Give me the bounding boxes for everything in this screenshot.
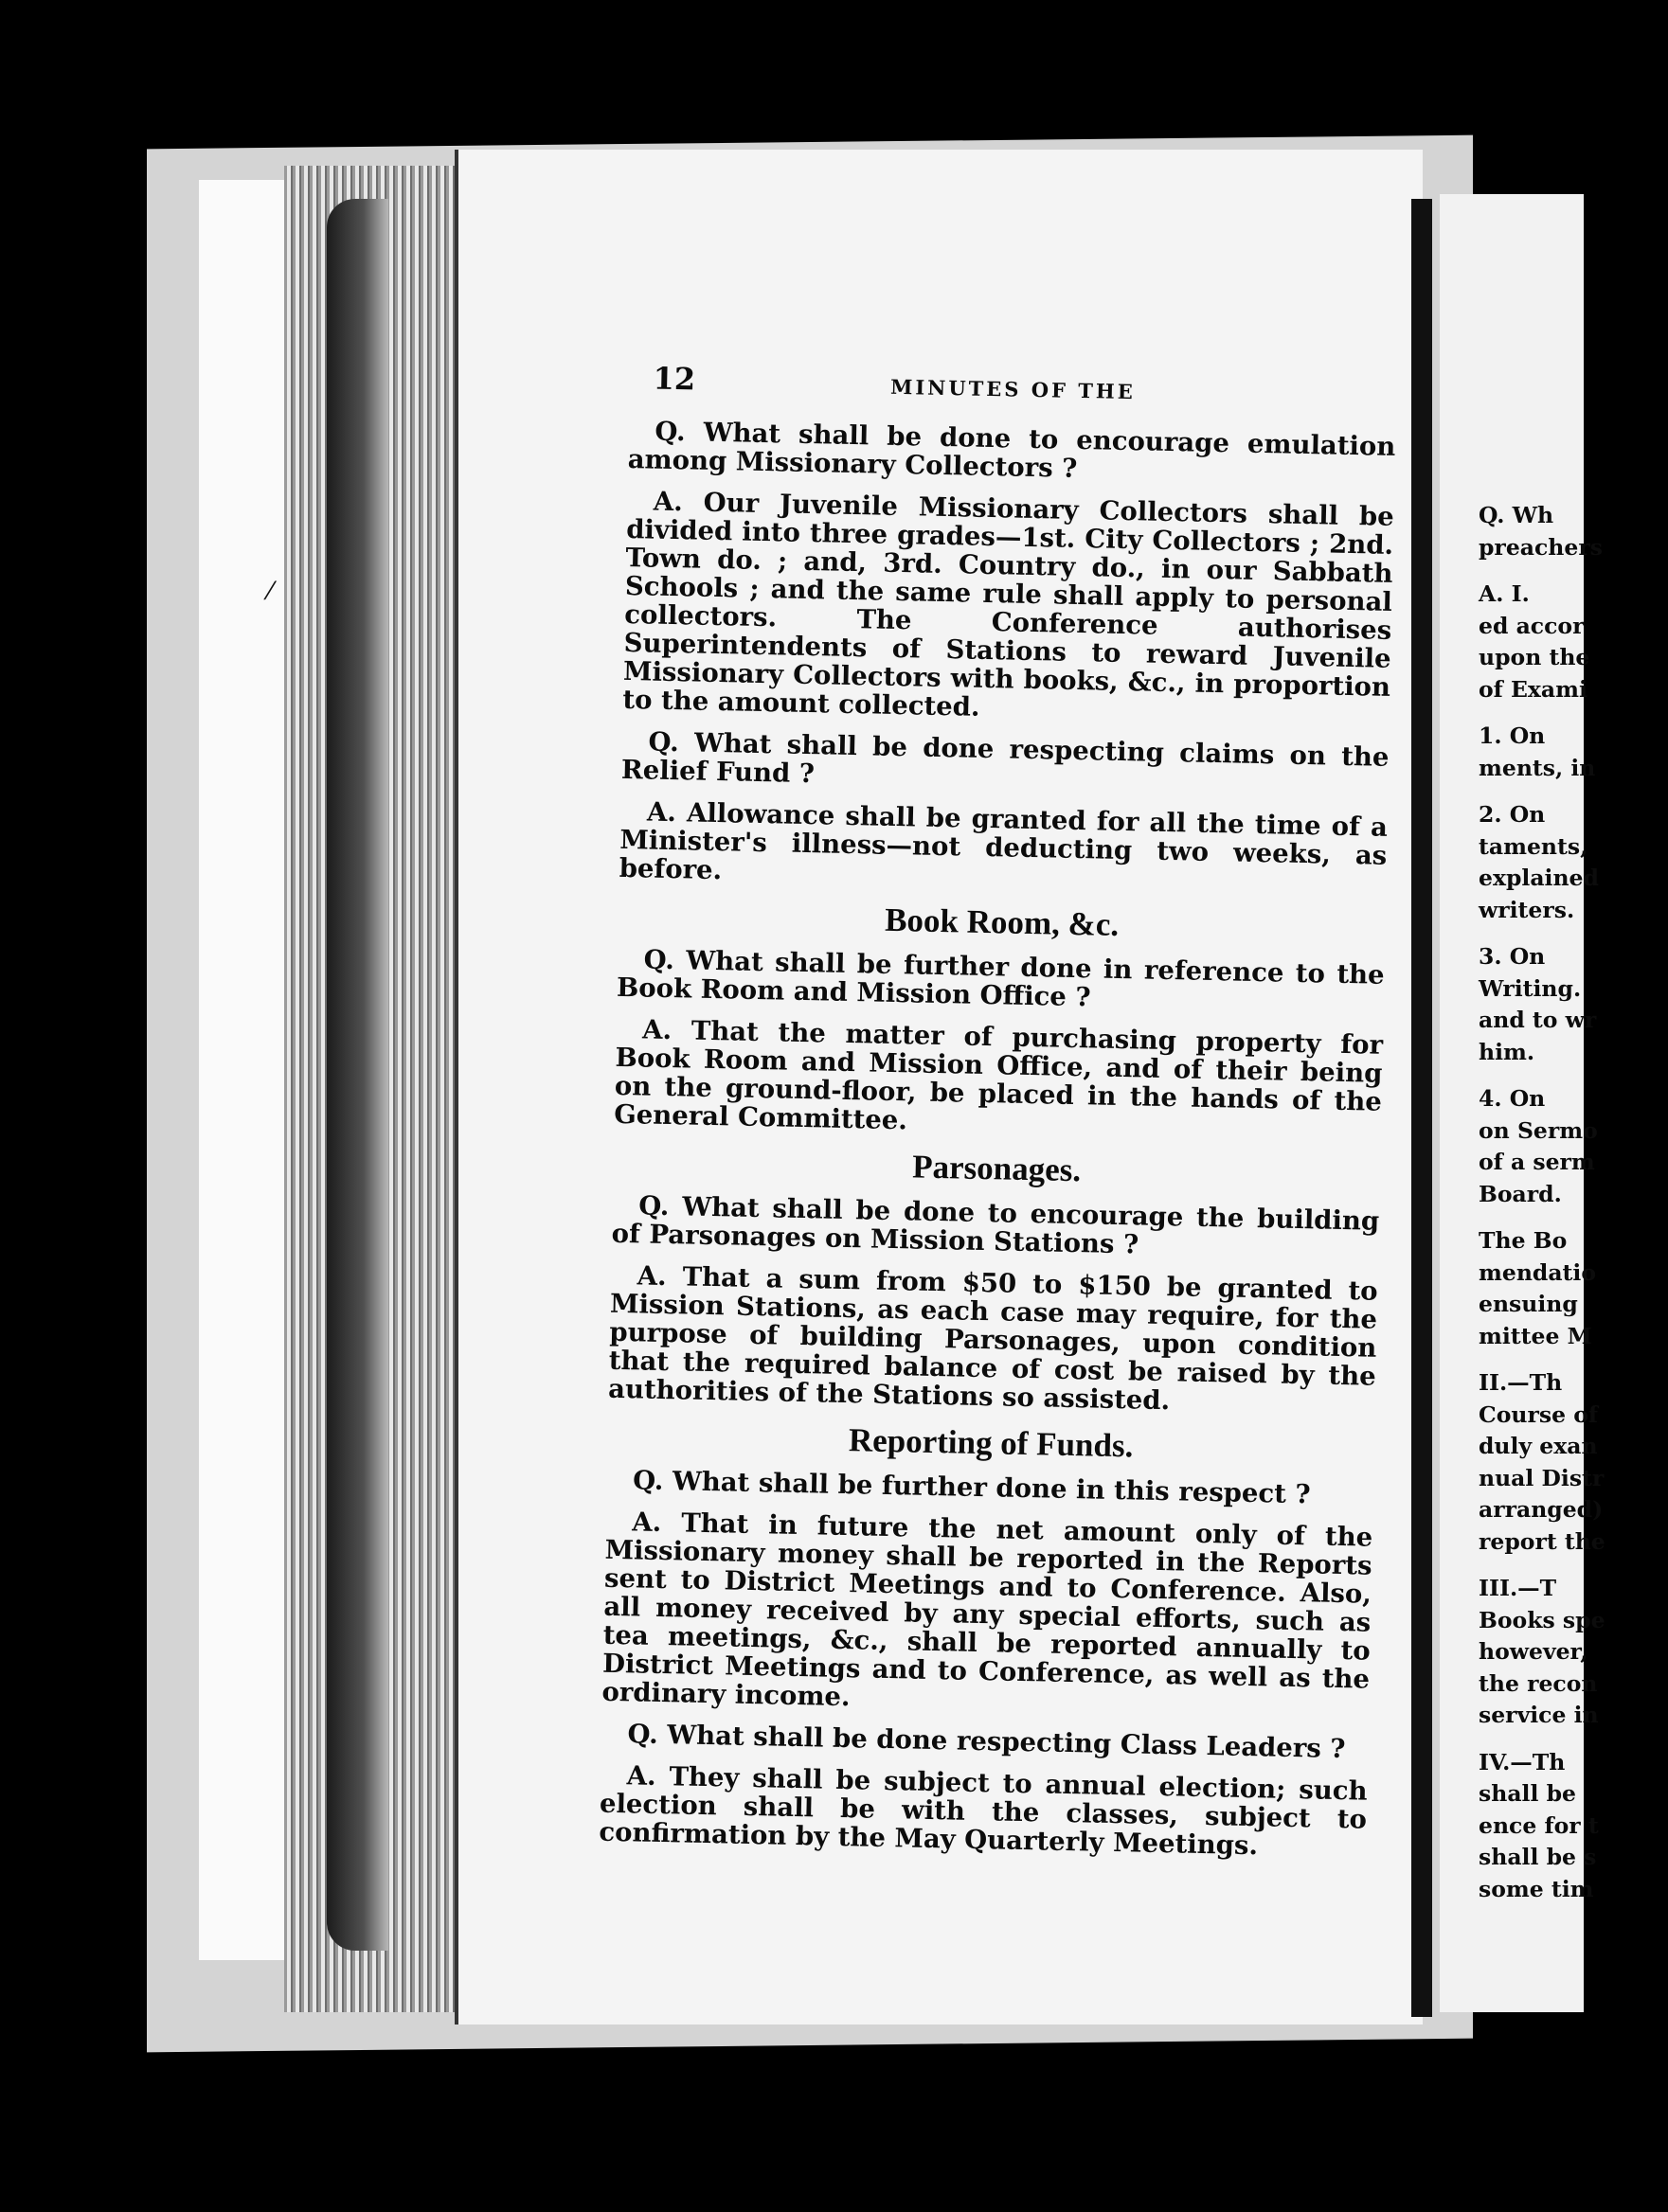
- right-page-line: The Bo: [1479, 1227, 1568, 1254]
- right-page-line: nual Distr: [1479, 1464, 1605, 1491]
- right-page-line: mendatio: [1479, 1258, 1597, 1286]
- right-page-text-fragments: [1479, 500, 1668, 1905]
- right-page-line: mittee M: [1479, 1322, 1592, 1349]
- right-page-line: 4. On: [1479, 1085, 1546, 1112]
- right-page-line: Board.: [1479, 1180, 1562, 1207]
- right-page-line: shall be s: [1479, 1844, 1597, 1870]
- right-page-line: on Sermo: [1479, 1116, 1598, 1144]
- right-page-line: and to wr: [1479, 1007, 1597, 1033]
- right-page-line: II.—Th: [1479, 1369, 1563, 1396]
- paragraph: Q. What shall be done to encourage the building of Parsonages on Mission Stations ?: [611, 1190, 1380, 1260]
- section-heading: Parsonages.: [911, 1148, 1082, 1189]
- right-page-line: IV.—Th: [1479, 1748, 1566, 1775]
- right-page-line: ed accor: [1479, 612, 1585, 639]
- right-page-line: ments, in: [1479, 754, 1596, 781]
- paragraph: Q. What shall be done respecting Class Leaders ?: [627, 1719, 1346, 1765]
- paragraph: Q. What shall be further done in this respect ?: [632, 1465, 1311, 1510]
- paragraph: A. Allowance shall be granted for all the time of a Minister's illness—not deducting two weeks, as before.: [619, 796, 1389, 886]
- paragraph: A. They shall be subject to annual election; such election shall be with the classes, subject to confirmation by the May Quarterly Meetings.: [599, 1760, 1368, 1862]
- right-page-line: ence for t: [1479, 1811, 1599, 1839]
- paragraph: A. That the matter of purchasing property for Book Room and Mission Office, and of their being on the ground-floor, be placed in the hands of the General Committee.: [613, 1014, 1384, 1136]
- section-heading: Book Room, &c.: [884, 901, 1120, 943]
- paragraph: A. That a sum from $50 to $150 be granted to Mission Stations, as each case may require, for the purpose of building Parsonages, upon condition that the required balance of cost be raised by the authorities of the Stations so assisted.: [607, 1260, 1378, 1417]
- right-page-line: of Exami: [1479, 675, 1587, 703]
- paragraph: Q. What shall be done to encourage emulation among Missionary Collectors ?: [627, 416, 1396, 484]
- right-page-line: III.—T: [1479, 1575, 1557, 1601]
- right-page-line: 2. On: [1479, 801, 1546, 828]
- section-heading: Reporting of Funds.: [848, 1421, 1134, 1465]
- right-page-line: Books spe: [1479, 1606, 1605, 1633]
- right-page-line: some tim: [1479, 1875, 1594, 1902]
- right-page-line: him.: [1479, 1038, 1535, 1065]
- right-page-line: ensuing: [1479, 1291, 1578, 1317]
- paragraph: A. That in future the net amount only of the Missionary money shall be reported in the Reports sent to District Meetings and to Conference. Also, all money received by any special efforts, such as tea meetings, &c., shall be reported annually to District Meetings and to Conference, as well as the ordinary income.: [601, 1507, 1373, 1713]
- right-page-line: preachers: [1479, 533, 1603, 561]
- left-page-text: [599, 360, 1397, 1876]
- right-page-line: Course of: [1479, 1400, 1598, 1428]
- running-title: MINUTES OF THE: [889, 374, 1137, 404]
- paragraph: Q. What shall be done respecting claims on the Relief Fund ?: [620, 726, 1390, 790]
- right-page-line: explained: [1479, 865, 1599, 891]
- paragraph: A. Our Juvenile Missionary Collectors shall be divided into three grades—1st. City Collectors ; 2nd. Town do. ; and, 3rd. Country do., in our Sabbath Schools ; and the same rule shall apply to personal collectors. The Conference authorises Superintendents of Stations to reward Juvenile Missionary Collectors with books, &c., in proportion to the amount collected.: [622, 486, 1395, 722]
- right-page-line: service in: [1479, 1702, 1599, 1728]
- right-page-line: of a serm: [1479, 1149, 1595, 1175]
- right-page-line: the recon: [1479, 1669, 1598, 1697]
- right-page-line: 1. On: [1479, 722, 1546, 749]
- page-curl-shadow: [327, 199, 388, 1951]
- right-page-line: arranged): [1479, 1496, 1604, 1523]
- right-page-line: Writing.: [1479, 974, 1582, 1002]
- page-number: 12: [653, 360, 696, 398]
- right-page-line: 3. On: [1479, 943, 1546, 970]
- right-page-line: taments,: [1479, 832, 1588, 860]
- book-gutter: [1411, 199, 1432, 2017]
- right-page-line: duly exan: [1479, 1433, 1598, 1459]
- right-page-line: upon the: [1479, 644, 1590, 670]
- right-page-line: writers.: [1479, 896, 1575, 923]
- right-page-line: A. I.: [1479, 580, 1530, 607]
- right-page-line: Q. Wh: [1479, 502, 1554, 528]
- right-page-line: however,: [1479, 1638, 1588, 1665]
- right-page-line: shall be: [1479, 1780, 1576, 1807]
- page-body: [599, 417, 1395, 1863]
- right-page-line: report the: [1479, 1527, 1605, 1555]
- paragraph: Q. What shall be further done in reference to the Book Room and Mission Office ?: [616, 944, 1385, 1013]
- ink-speck: ⁄: [268, 578, 273, 606]
